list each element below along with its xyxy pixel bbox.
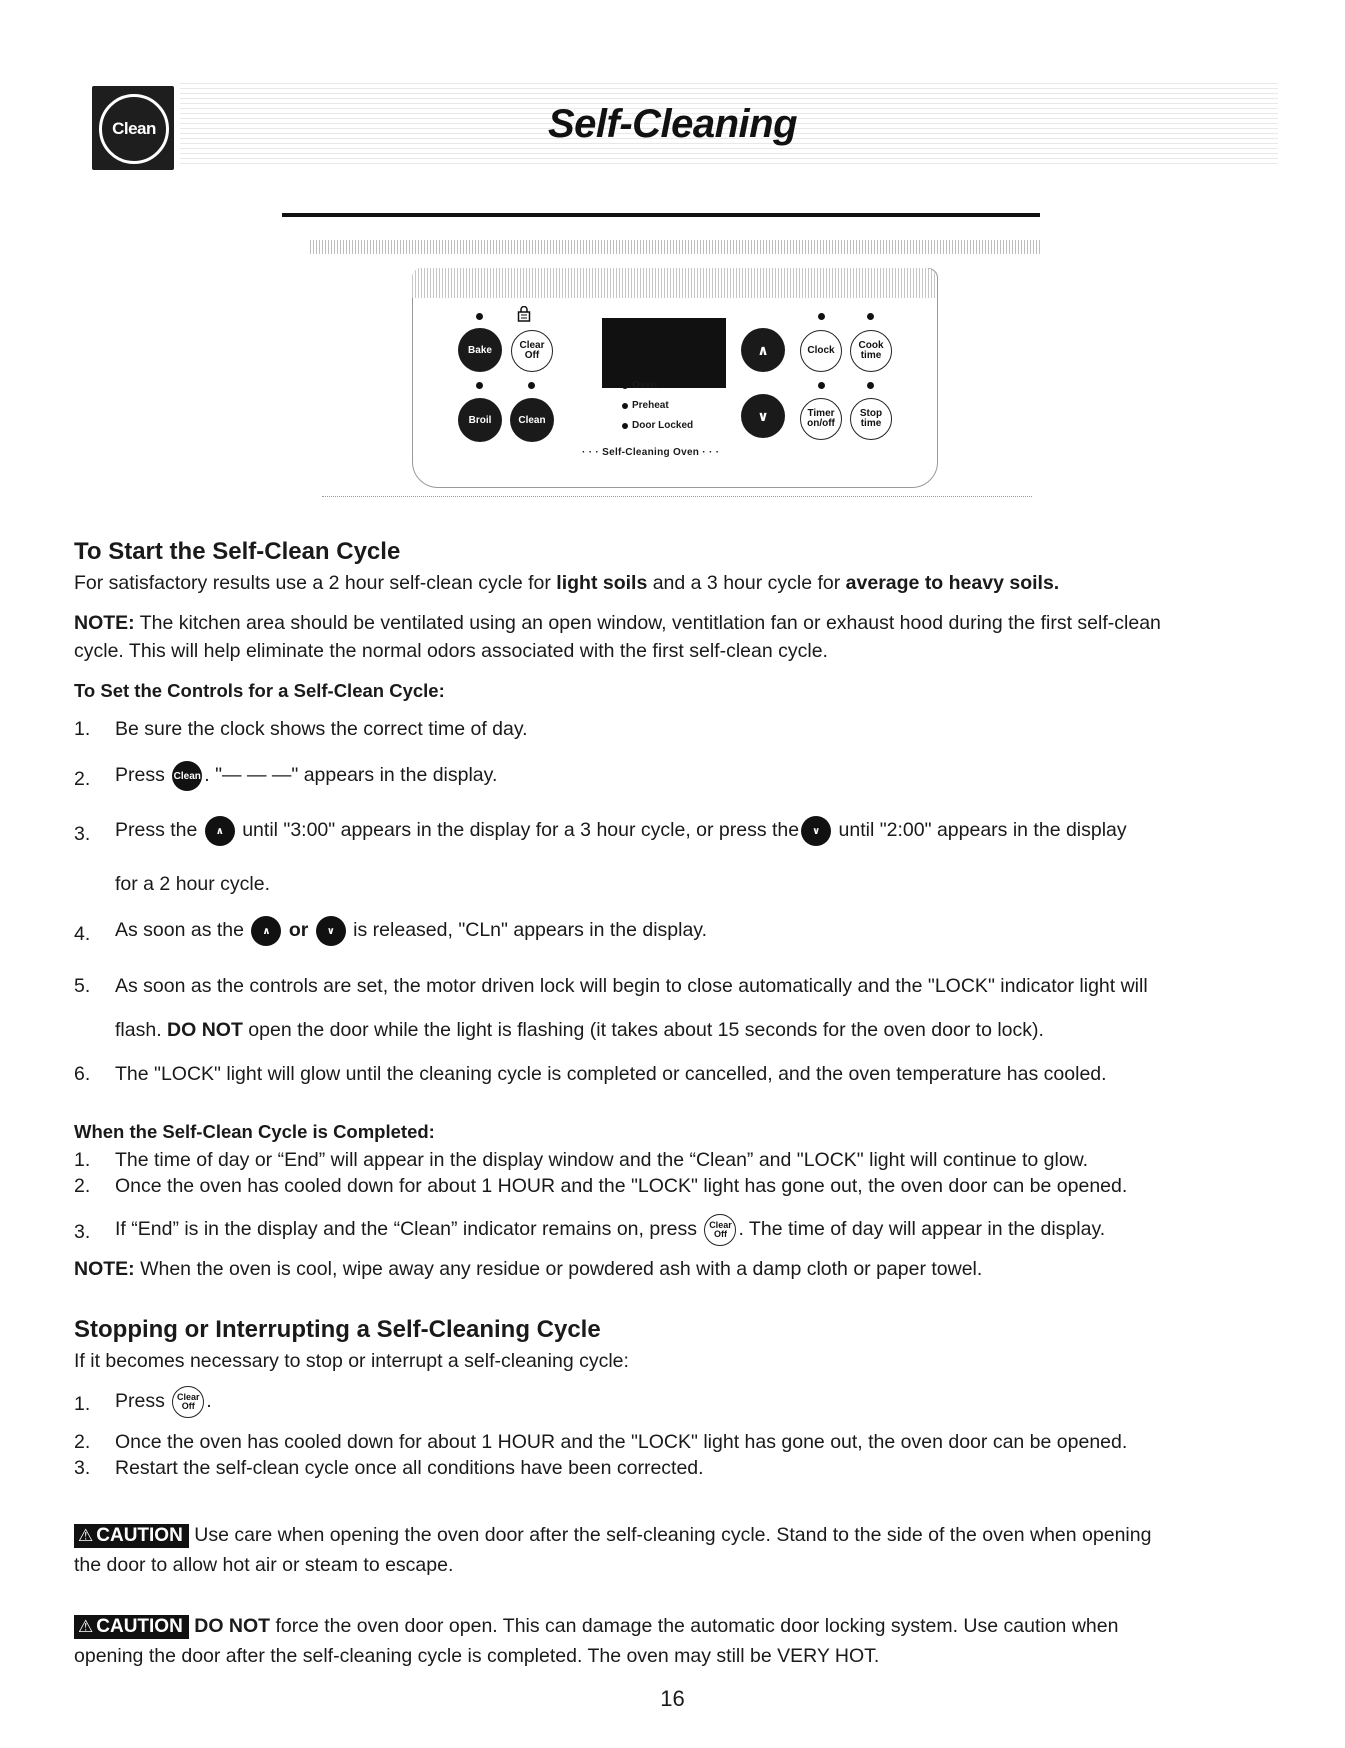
timer-onoff-button[interactable] — [800, 398, 842, 440]
intro-paragraph: For satisfactory results use a 2 hour self-clean cycle for light soils and a 3 hour cycle for average to heavy soils. — [74, 572, 1060, 594]
completed-1-number: 1. — [74, 1149, 91, 1171]
caution-1-line-1: ⚠ CAUTION Use care when opening the oven door after the self-cleaning cycle. Stand to the side of the oven when opening — [74, 1524, 1151, 1548]
subheading-cycle-completed: When the Self-Clean Cycle is Completed: — [74, 1121, 435, 1142]
bake-button[interactable]: Bake — [458, 328, 502, 372]
page-title: Self-Cleaning — [547, 102, 798, 146]
clean-button[interactable]: Clean — [510, 398, 554, 442]
clear-off-label-bottom: Off — [524, 350, 540, 361]
down-arrow-icon: ∨ — [801, 816, 831, 846]
caution-label: ⚠ CAUTION — [74, 1524, 189, 1548]
caution-1-line-2: the door to allow hot air or steam to escape. — [74, 1554, 454, 1576]
completed-3-number: 3. — [74, 1221, 91, 1243]
completed-note: NOTE: When the oven is cool, wipe away any residue or powdered ash with a damp cloth or paper towel. — [74, 1258, 983, 1280]
clear-off-button[interactable] — [511, 330, 553, 372]
panel-top-rule — [282, 213, 1040, 217]
completed-1-text: The time of day or “End” will appear in the display window and the “Clean” and "LOCK" light will continue to glow. — [115, 1149, 1089, 1171]
caution-2-line-2: opening the door after the self-cleaning cycle is completed. The oven may still be VERY HOT. — [74, 1645, 880, 1667]
clock-indicator-dot — [818, 313, 825, 320]
caution-label: ⚠ CAUTION — [74, 1615, 189, 1639]
subheading-set-controls: To Set the Controls for a Self-Clean Cycle: — [74, 680, 445, 701]
clear-off-icon: Clear Off — [172, 1386, 204, 1418]
stop-step-2-number: 2. — [74, 1431, 91, 1453]
step-4-text: As soon as the ∧ or ∨ is released, "CLn" appears in the display. — [115, 916, 707, 946]
panel-bottom-rule — [322, 496, 1032, 497]
step-5-line-2: flash. DO NOT open the door while the light is flashing (it takes about 15 seconds for the oven door to lock). — [115, 1019, 1044, 1041]
timer-indicator-dot — [818, 382, 825, 389]
clock-button[interactable]: Clock — [800, 330, 842, 372]
timer-label-bottom: on/off — [807, 418, 835, 429]
down-arrow-icon: ∨ — [316, 916, 346, 946]
clear-off-label-top: Clear — [519, 340, 545, 351]
completed-3-text: If “End” is in the display and the “Clean” indicator remains on, press Clear Off . The time of day will appear in the display. — [115, 1214, 1105, 1246]
control-panel-top — [412, 268, 936, 298]
stop-step-1-number: 1. — [74, 1393, 91, 1415]
caution-2-line-1: ⚠ CAUTION DO NOT force the oven door open. This can damage the automatic door locking system. Use caution when — [74, 1615, 1118, 1639]
clean-indicator-dot — [528, 382, 535, 389]
self-cleaning-oven-label: · · · Self-Cleaning Oven · · · — [582, 447, 720, 458]
up-arrow-button[interactable]: ∧ — [741, 328, 785, 372]
clean-badge-label: Clean — [99, 94, 169, 164]
step-2-number: 2. — [74, 768, 91, 790]
oven-indicator: Oven — [622, 380, 657, 391]
lock-icon — [517, 306, 531, 322]
bake-indicator-dot — [476, 313, 483, 320]
stopping-intro: If it becomes necessary to stop or interrupt a self-cleaning cycle: — [74, 1350, 629, 1372]
cook-time-indicator-dot — [867, 313, 874, 320]
broil-button[interactable]: Broil — [458, 398, 502, 442]
warning-triangle-icon: ⚠ — [78, 1617, 94, 1636]
page-number: 16 — [660, 1686, 685, 1711]
note-line-1: NOTE: The kitchen area should be ventilated using an open window, ventitlation fan or exhaust hood during the first self-clean — [74, 612, 1161, 634]
completed-2-number: 2. — [74, 1175, 91, 1197]
step-6-number: 6. — [74, 1063, 91, 1085]
stop-time-button[interactable] — [850, 398, 892, 440]
oven-display — [602, 318, 726, 388]
door-locked-indicator: Door Locked — [622, 420, 693, 431]
cook-time-label-top: Cook — [858, 340, 884, 351]
step-5-number: 5. — [74, 975, 91, 997]
clean-icon: Clean — [172, 761, 202, 791]
stop-step-3-text: Restart the self-clean cycle once all conditions have been corrected. — [115, 1457, 704, 1479]
section-title-start-self-clean: To Start the Self-Clean Cycle — [74, 538, 401, 565]
preheat-indicator: Preheat — [622, 400, 669, 411]
step-1-text: Be sure the clock shows the correct time of day. — [115, 718, 528, 740]
step-3-text: Press the ∧ until "3:00" appears in the display for a 3 hour cycle, or press the ∨ until "2:00" appears in the display — [115, 816, 1127, 846]
note-line-2: cycle. This will help eliminate the normal odors associated with the first self-clean cycle. — [74, 640, 828, 662]
stop-time-label-top: Stop — [859, 408, 883, 419]
warning-triangle-icon: ⚠ — [78, 1526, 94, 1545]
stop-step-3-number: 3. — [74, 1457, 91, 1479]
up-arrow-icon: ∧ — [205, 816, 235, 846]
completed-2-text: Once the oven has cooled down for about 1 HOUR and the "LOCK" light has gone out, the oven door can be opened. — [115, 1175, 1128, 1197]
stop-step-2-text: Once the oven has cooled down for about 1 HOUR and the "LOCK" light has gone out, the oven door can be opened. — [115, 1431, 1128, 1453]
stop-time-indicator-dot — [867, 382, 874, 389]
down-arrow-button[interactable]: ∨ — [741, 394, 785, 438]
step-1-number: 1. — [74, 718, 91, 740]
broil-indicator-dot — [476, 382, 483, 389]
stop-time-label-bottom: time — [860, 418, 882, 429]
clear-off-icon: Clear Off — [704, 1214, 736, 1246]
section-title-stopping: Stopping or Interrupting a Self-Cleaning Cycle — [74, 1316, 601, 1343]
up-arrow-icon: ∧ — [251, 916, 281, 946]
step-4-number: 4. — [74, 923, 91, 945]
panel-dotted-band — [310, 240, 1040, 254]
step-5-line-1: As soon as the controls are set, the motor driven lock will begin to close automatically and the "LOCK" indicator light will — [115, 975, 1148, 997]
step-6-text: The "LOCK" light will glow until the cleaning cycle is completed or cancelled, and the oven temperature has cooled. — [115, 1063, 1107, 1085]
step-2-text: Press Clean . "— — —" appears in the display. — [115, 761, 497, 791]
cook-time-button[interactable] — [850, 330, 892, 372]
cook-time-label-bottom: time — [860, 350, 882, 361]
step-3-continuation: for a 2 hour cycle. — [115, 873, 270, 895]
timer-label-top: Timer — [807, 408, 835, 419]
stop-step-1-text: Press Clear Off . — [115, 1386, 212, 1418]
step-3-number: 3. — [74, 823, 91, 845]
